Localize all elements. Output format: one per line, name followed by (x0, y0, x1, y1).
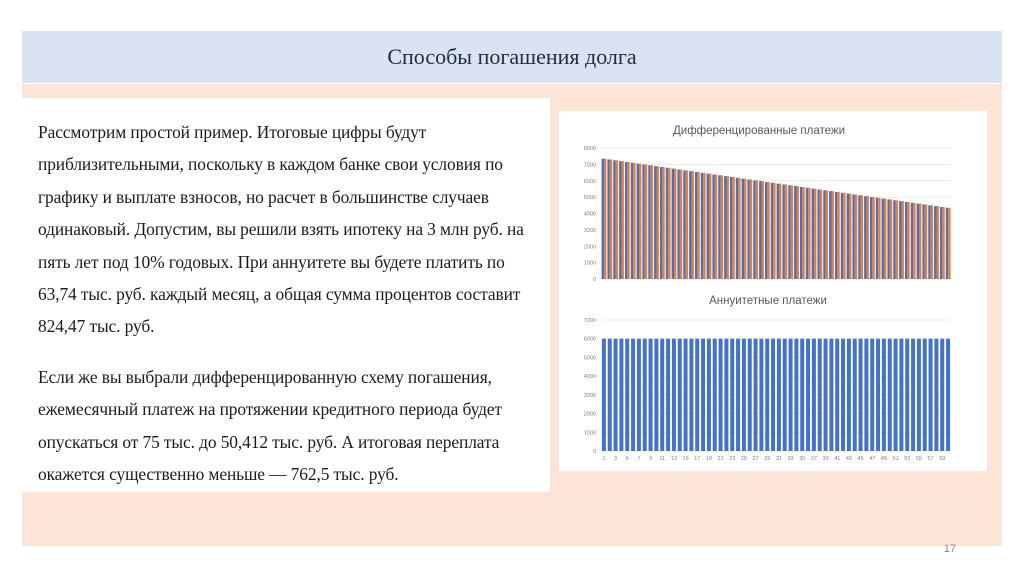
bar-differentiated-orange (604, 159, 606, 279)
bar-differentiated-blue (887, 199, 889, 279)
x-tick-label: 9 (649, 456, 653, 462)
bar-annuity (911, 339, 915, 451)
bar-differentiated-orange (878, 198, 880, 279)
bar-annuity (829, 339, 833, 451)
bar-differentiated-blue (858, 195, 860, 279)
x-tick-label: 53 (904, 456, 911, 462)
x-tick-label: 13 (670, 456, 677, 462)
bar-differentiated-orange (627, 162, 629, 279)
bar-annuity (934, 339, 938, 451)
bar-differentiated-orange (890, 199, 892, 279)
bar-differentiated-blue (782, 184, 784, 279)
x-tick-label: 7 (637, 456, 641, 462)
bar-annuity (649, 339, 653, 451)
bar-differentiated-orange (925, 204, 927, 279)
bar-annuity (806, 339, 810, 451)
bar-differentiated-blue (806, 188, 808, 279)
bar-differentiated-blue (829, 191, 831, 279)
bar-annuity (765, 339, 769, 451)
bar-annuity (654, 339, 658, 451)
bar-differentiated-orange (674, 169, 676, 279)
x-tick-label: 19 (705, 456, 712, 462)
bar-annuity (608, 339, 612, 451)
bar-differentiated-orange (668, 168, 670, 279)
bar-differentiated-orange (750, 179, 752, 279)
bar-differentiated-orange (645, 164, 647, 279)
x-tick-label: 23 (729, 456, 736, 462)
bar-annuity (859, 339, 863, 451)
bar-annuity (847, 339, 851, 451)
bar-annuity (660, 339, 664, 451)
bar-differentiated-orange (797, 186, 799, 279)
y-tick-label: 3000 (583, 227, 596, 234)
bar-differentiated-orange (826, 190, 828, 279)
bar-differentiated-blue (765, 182, 767, 279)
bar-differentiated-blue (817, 189, 819, 279)
bar-differentiated-orange (942, 207, 944, 279)
bar-differentiated-orange (884, 199, 886, 279)
bar-differentiated-blue (718, 175, 720, 279)
bar-annuity (631, 339, 635, 451)
bar-differentiated-blue (876, 198, 878, 279)
chart-differentiated-bars (602, 159, 951, 279)
x-tick-label: 5 (625, 456, 629, 462)
bar-differentiated-orange (616, 160, 618, 279)
bar-differentiated-blue (922, 204, 924, 279)
bar-annuity (701, 339, 705, 451)
bar-annuity (666, 339, 670, 451)
bar-differentiated-blue (747, 179, 749, 279)
bar-annuity (905, 339, 909, 451)
bar-differentiated-blue (707, 174, 709, 279)
y-tick-label: 6000 (583, 178, 596, 185)
bar-annuity (736, 339, 740, 451)
bar-annuity (864, 339, 868, 451)
x-tick-label: 17 (694, 456, 701, 462)
bar-differentiated-orange (867, 196, 869, 279)
bar-differentiated-blue (864, 196, 866, 279)
bar-annuity (771, 339, 775, 451)
bar-annuity (748, 339, 752, 451)
bar-differentiated-orange (657, 166, 659, 279)
x-tick-label: 27 (752, 456, 759, 462)
x-tick-label: 45 (857, 456, 864, 462)
x-tick-label: 31 (775, 456, 782, 462)
x-tick-label: 25 (740, 456, 747, 462)
bar-differentiated-blue (870, 197, 872, 279)
bar-differentiated-blue (917, 204, 919, 279)
bar-differentiated-orange (820, 189, 822, 279)
bar-differentiated-blue (672, 169, 674, 279)
charts-card (559, 111, 987, 471)
bar-annuity (684, 339, 688, 451)
paragraph-annuity-example: Рассмотрим простой пример. Итоговые цифры будут приблизительными, поскольку в каждом банке свои условия по графику и выплате взносов, но расчет в большинстве случаев одинаковый. Допустим, вы решили взять ипотеку на 3 млн руб. на пять лет под 10% годовых. При аннуитете вы будете платить по 63,74 тыс. руб. каждый месяц, а общая сумма процентов составит 824,47 тыс. руб. (38, 122, 524, 337)
x-tick-label: 43 (845, 456, 852, 462)
y-tick-label: 1000 (583, 260, 596, 267)
bar-differentiated-blue (823, 190, 825, 279)
bar-differentiated-blue (619, 161, 621, 279)
bar-differentiated-blue (946, 208, 948, 279)
x-tick-label: 21 (717, 456, 724, 462)
bar-annuity (818, 339, 822, 451)
bar-annuity (730, 339, 734, 451)
chart-title-differentiated: Дифференцированные платежи (672, 125, 846, 137)
charts-svg (559, 111, 987, 471)
bar-annuity (800, 339, 804, 451)
bar-annuity (783, 339, 787, 451)
bar-differentiated-orange (919, 204, 921, 279)
bar-differentiated-orange (709, 174, 711, 279)
bar-annuity (824, 339, 828, 451)
bar-annuity (707, 339, 711, 451)
bar-differentiated-orange (843, 193, 845, 279)
bar-differentiated-blue (654, 166, 656, 279)
bar-annuity (917, 339, 921, 451)
y-tick-label: 7000 (583, 162, 596, 169)
bar-differentiated-blue (712, 174, 714, 279)
bar-annuity (742, 339, 746, 451)
bar-differentiated-blue (800, 187, 802, 279)
bar-differentiated-orange (727, 176, 729, 279)
bar-differentiated-blue (788, 185, 790, 279)
bar-differentiated-blue (794, 186, 796, 279)
bar-differentiated-blue (648, 165, 650, 279)
bar-annuity (789, 339, 793, 451)
x-tick-label: 35 (799, 456, 806, 462)
bar-differentiated-blue (835, 192, 837, 279)
bar-annuity (899, 339, 903, 451)
bar-differentiated-blue (812, 189, 814, 279)
bar-differentiated-orange (872, 197, 874, 279)
y-tick-label: 5000 (583, 355, 596, 362)
bar-differentiated-blue (677, 169, 679, 279)
bar-differentiated-blue (602, 159, 604, 279)
bar-annuity (625, 339, 629, 451)
x-tick-label: 11 (659, 456, 666, 462)
x-tick-label: 41 (834, 456, 841, 462)
bar-differentiated-blue (730, 177, 732, 279)
bar-differentiated-blue (759, 181, 761, 279)
x-tick-label: 47 (869, 456, 876, 462)
bar-annuity (882, 339, 886, 451)
bar-differentiated-orange (855, 194, 857, 279)
bar-differentiated-orange (721, 175, 723, 279)
bar-differentiated-orange (692, 171, 694, 279)
y-tick-label: 0 (592, 449, 596, 455)
y-tick-label: 0 (592, 277, 596, 283)
x-tick-label: 59 (939, 456, 946, 462)
bar-annuity (870, 339, 874, 451)
bar-differentiated-blue (882, 199, 884, 279)
bar-differentiated-blue (893, 200, 895, 279)
bar-annuity (695, 339, 699, 451)
y-tick-label: 4000 (583, 374, 596, 381)
y-tick-label: 2000 (583, 411, 596, 418)
bar-annuity (713, 339, 717, 451)
bar-differentiated-blue (613, 160, 615, 279)
bar-annuity (853, 339, 857, 451)
y-tick-label: 1000 (583, 430, 596, 437)
bar-annuity (835, 339, 839, 451)
bar-differentiated-blue (940, 207, 942, 279)
y-tick-label: 8000 (583, 146, 596, 152)
bar-annuity (794, 339, 798, 451)
chart-title-annuity: Аннуитетные платежи (709, 295, 827, 307)
bar-differentiated-orange (639, 164, 641, 279)
bar-annuity (678, 339, 682, 451)
bar-differentiated-orange (744, 179, 746, 279)
bar-annuity (719, 339, 723, 451)
bar-differentiated-orange (738, 178, 740, 279)
x-tick-label: 1 (602, 456, 606, 462)
bar-annuity (637, 339, 641, 451)
x-tick-label: 33 (787, 456, 794, 462)
bar-differentiated-orange (686, 170, 688, 279)
bar-annuity (812, 339, 816, 451)
bar-differentiated-blue (928, 205, 930, 279)
bar-differentiated-orange (703, 173, 705, 279)
bar-differentiated-orange (907, 202, 909, 279)
bar-differentiated-orange (732, 177, 734, 279)
bar-differentiated-blue (742, 179, 744, 279)
bar-annuity (689, 339, 693, 451)
bar-differentiated-orange (937, 206, 939, 279)
bar-annuity (602, 339, 606, 451)
bar-differentiated-orange (948, 208, 950, 279)
bar-differentiated-orange (791, 185, 793, 279)
bar-differentiated-orange (832, 191, 834, 279)
title-bar (22, 31, 1002, 83)
x-tick-label: 51 (892, 456, 899, 462)
bar-differentiated-blue (852, 194, 854, 279)
bar-differentiated-blue (753, 180, 755, 279)
bar-differentiated-orange (662, 167, 664, 279)
x-tick-label: 37 (810, 456, 817, 462)
bar-differentiated-blue (736, 178, 738, 279)
bar-differentiated-blue (934, 206, 936, 279)
y-tick-label: 4000 (583, 211, 596, 218)
bar-annuity (672, 339, 676, 451)
bar-differentiated-orange (622, 161, 624, 279)
bar-differentiated-orange (651, 165, 653, 279)
bar-annuity (754, 339, 758, 451)
bar-differentiated-orange (715, 174, 717, 279)
bar-differentiated-blue (666, 168, 668, 279)
bar-differentiated-blue (701, 173, 703, 279)
bar-annuity (777, 339, 781, 451)
bar-annuity (841, 339, 845, 451)
page-number: 17 (943, 543, 956, 555)
bar-differentiated-blue (695, 172, 697, 279)
bar-differentiated-orange (762, 181, 764, 279)
bar-annuity (759, 339, 763, 451)
bar-differentiated-blue (642, 164, 644, 279)
slide-title: Способы погашения долга (387, 44, 637, 69)
bar-annuity (724, 339, 728, 451)
x-tick-label: 39 (822, 456, 829, 462)
bar-differentiated-blue (724, 176, 726, 279)
bar-differentiated-blue (841, 193, 843, 279)
bar-differentiated-orange (633, 163, 635, 279)
bar-annuity (888, 339, 892, 451)
x-tick-label: 55 (915, 456, 922, 462)
bar-differentiated-orange (697, 172, 699, 279)
y-tick-label: 5000 (583, 195, 596, 202)
bar-annuity (946, 339, 950, 451)
bar-differentiated-blue (771, 183, 773, 279)
bar-differentiated-blue (625, 162, 627, 279)
bar-annuity (614, 339, 618, 451)
bar-annuity (940, 339, 944, 451)
bar-differentiated-orange (773, 183, 775, 279)
bar-differentiated-blue (847, 194, 849, 279)
bar-differentiated-orange (896, 200, 898, 279)
bar-annuity (876, 339, 880, 451)
x-tick-label: 29 (764, 456, 771, 462)
bar-differentiated-orange (802, 187, 804, 279)
x-tick-label: 49 (880, 456, 887, 462)
bar-differentiated-orange (785, 184, 787, 279)
bar-differentiated-orange (861, 195, 863, 279)
bar-differentiated-orange (610, 159, 612, 279)
y-tick-label: 6000 (583, 336, 596, 343)
y-tick-label: 7000 (583, 318, 596, 324)
bar-differentiated-blue (905, 202, 907, 279)
chart-annuity-x-labels (602, 456, 945, 462)
bar-annuity (643, 339, 647, 451)
bar-differentiated-blue (911, 203, 913, 279)
bar-differentiated-orange (814, 189, 816, 279)
bar-differentiated-blue (899, 201, 901, 279)
bar-differentiated-blue (683, 170, 685, 279)
x-tick-label: 3 (614, 456, 618, 462)
text-card (21, 98, 550, 492)
y-tick-label: 2000 (583, 244, 596, 251)
y-tick-label: 3000 (583, 392, 596, 399)
bar-differentiated-blue (637, 164, 639, 279)
bar-differentiated-orange (808, 188, 810, 279)
bar-annuity (923, 339, 927, 451)
x-tick-label: 15 (682, 456, 689, 462)
bar-differentiated-orange (902, 201, 904, 279)
bar-differentiated-orange (756, 180, 758, 279)
bar-differentiated-orange (931, 205, 933, 279)
bar-differentiated-orange (913, 203, 915, 279)
paragraph-differentiated-example: Если же вы выбрали дифференцированную схему погашения, ежемесячный платеж на протяжении кредитного периода будет опускаться от 75 тыс. до 50,412 тыс. руб. А итоговая переплата окажется существенно меньше — 762,5 тыс. руб. (38, 366, 502, 485)
bar-differentiated-blue (689, 171, 691, 279)
x-tick-label: 57 (927, 456, 934, 462)
bar-differentiated-orange (779, 184, 781, 279)
bar-differentiated-blue (777, 184, 779, 279)
bar-annuity (929, 339, 933, 451)
bar-differentiated-orange (767, 182, 769, 279)
bar-differentiated-orange (680, 169, 682, 279)
bar-differentiated-blue (660, 167, 662, 279)
bar-differentiated-orange (837, 192, 839, 279)
bar-annuity (894, 339, 898, 451)
bar-differentiated-blue (631, 163, 633, 279)
bar-annuity (619, 339, 623, 451)
bar-differentiated-orange (849, 194, 851, 279)
bar-differentiated-blue (607, 159, 609, 279)
